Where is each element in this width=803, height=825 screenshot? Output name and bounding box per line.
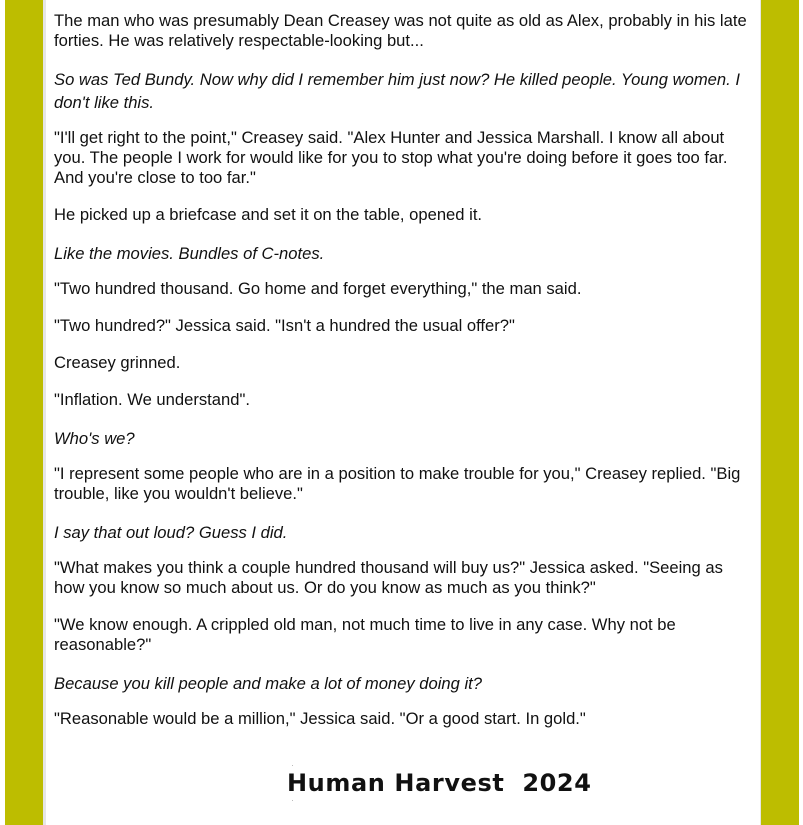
story-paragraph: "We know enough. A crippled old man, not much time to live in any case. Why not be reasonable?" [54, 615, 676, 654]
decorative-dot [292, 765, 293, 766]
left-sidebar-bar [5, 0, 43, 825]
story-thought: Like the movies. Bundles of C-notes. [54, 244, 325, 263]
story-thought: I say that out loud? Guess I did. [54, 523, 288, 542]
story-text [54, 11, 754, 746]
story-paragraph: "Two hundred thousand. Go home and forget everything," the man said. [54, 279, 582, 298]
story-paragraph: He picked up a briefcase and set it on the table, opened it. [54, 205, 483, 224]
story-paragraph: "What makes you think a couple hundred thousand will buy us?" Jessica asked. "Seeing as how you know so much about us. Or do you know as much as you think?" [54, 558, 723, 597]
footer-title: Human Harvest 2024 [287, 769, 592, 797]
decorative-dot [292, 800, 293, 801]
story-thought: So was Ted Bundy. Now why did I remember him just now? He killed people. Young women. I don't like this. [54, 70, 740, 112]
story-thought: Because you kill people and make a lot of money doing it? [54, 674, 483, 693]
story-paragraph: "Inflation. We understand". [54, 390, 250, 409]
story-paragraph: The man who was presumably Dean Creasey was not quite as old as Alex, probably in his late forties. He was relatively respectable-looking but... [54, 11, 747, 50]
story-thought: Who's we? [54, 429, 135, 448]
story-paragraph: "Reasonable would be a million," Jessica said. "Or a good start. In gold." [54, 709, 586, 728]
right-sidebar-bar [761, 0, 799, 825]
story-paragraph: "I represent some people who are in a position to make trouble for you," Creasey replied. "Big trouble, like you wouldn't believe." [54, 464, 741, 503]
story-paragraph: "Two hundred?" Jessica said. "Isn't a hundred the usual offer?" [54, 316, 515, 335]
story-paragraph: "I'll get right to the point," Creasey said. "Alex Hunter and Jessica Marshall. I know all about you. The people I work for would like for you to stop what you're doing before it goes too far. And you're close to too far." [54, 128, 728, 187]
story-paragraph: Creasey grinned. [54, 353, 181, 372]
